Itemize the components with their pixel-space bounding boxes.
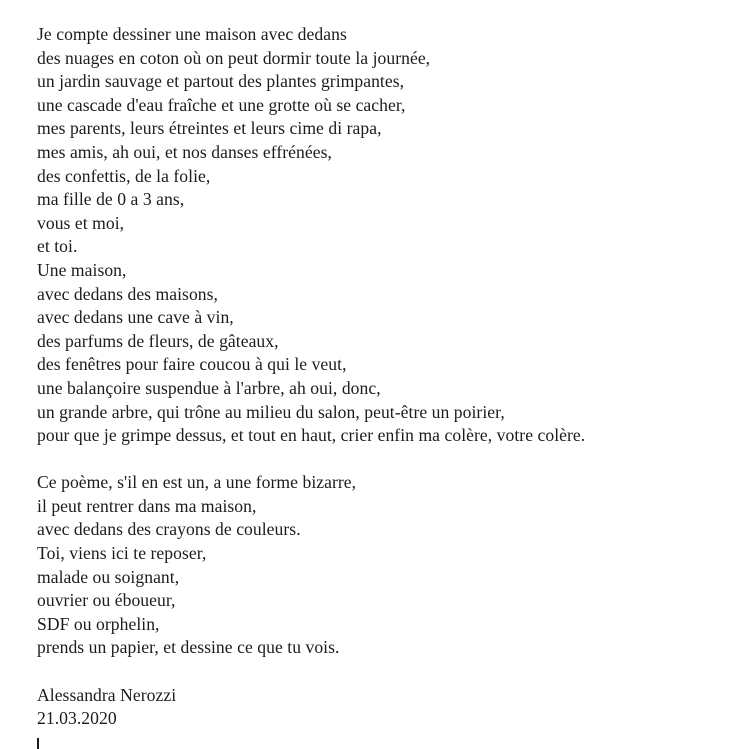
poem-line: avec dedans une cave à vin, [37,307,234,328]
poem-line: ma fille de 0 a 3 ans, [37,189,185,210]
poem-line: une balançoire suspendue à l'arbre, ah oui, donc, [37,377,381,398]
poem-line: avec dedans des maisons, [37,283,218,304]
stanza-break [37,660,585,684]
poem-line: une cascade d'eau fraîche et une grotte où se cacher, [37,94,406,115]
poem-line: malade ou soignant, [37,566,180,587]
poem-line: un grande arbre, qui trône au milieu du salon, peut-être un poirier, [37,401,505,422]
poem-body [37,23,585,731]
poem-line: avec dedans des crayons de couleurs. [37,519,301,540]
poem-line: et toi. [37,236,78,257]
poem-line: ouvrier ou éboueur, [37,590,176,611]
poem-line: vous et moi, [37,212,125,233]
stanza-1 [37,23,585,448]
poem-line: Je compte dessiner une maison avec dedans [37,24,347,44]
poem-line: Une maison, [37,259,127,280]
poem-line: mes parents, leurs étreintes et leurs cime di rapa, [37,118,382,139]
poem-line: des nuages en coton où on peut dormir toute la journée, [37,47,431,68]
stanza-break [37,448,585,472]
poem-line: Ce poème, s'il en est un, a une forme bizarre, [37,472,357,493]
poem-line: Toi, viens ici te reposer, [37,543,207,564]
poem-line: prends un papier, et dessine ce que tu vois. [37,637,340,658]
signature-block [37,684,585,731]
poem-line: mes amis, ah oui, et nos danses effrénées, [37,141,332,162]
poem-line: des parfums de fleurs, de gâteaux, [37,330,279,351]
poem-line: des fenêtres pour faire coucou à qui le veut, [37,354,347,375]
poem-line: des confettis, de la folie, [37,165,211,186]
text-cursor [37,738,39,749]
stanza-2 [37,471,585,660]
poem-line: SDF ou orphelin, [37,613,160,634]
author-name: Alessandra Nerozzi [37,684,177,705]
poem-line: il peut rentrer dans ma maison, [37,495,257,516]
signature-date: 21.03.2020 [37,708,117,729]
poem-line: pour que je grimpe dessus, et tout en haut, crier enfin ma colère, votre colère. [37,425,586,446]
poem-line: un jardin sauvage et partout des plantes grimpantes, [37,71,405,92]
